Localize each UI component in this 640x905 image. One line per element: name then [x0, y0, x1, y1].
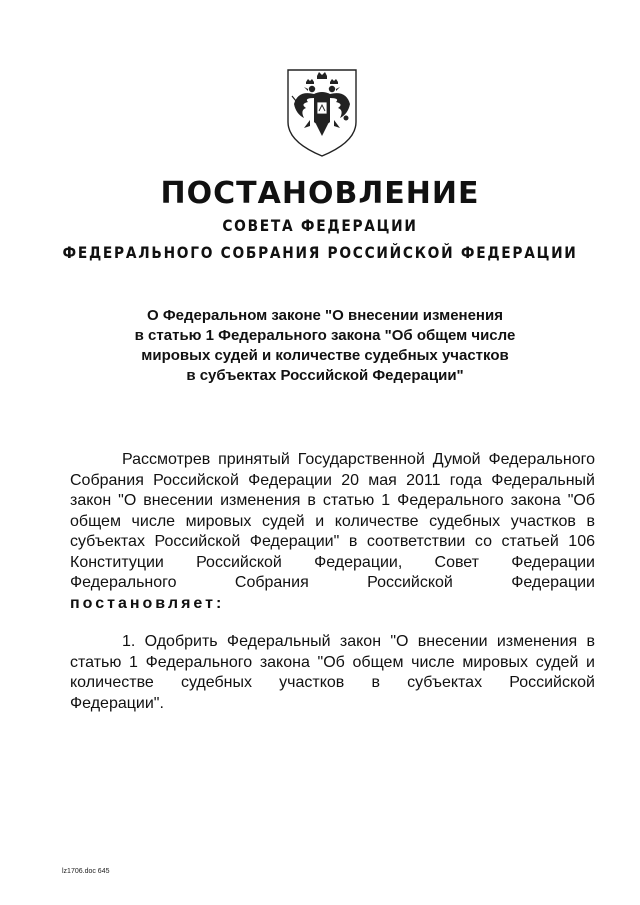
paragraph-line: субъектах Российской Федерации" в соответствии со статьей 106 — [70, 533, 595, 550]
paragraph-line: закон "О внесении изменения в статью 1 Федерального закона "Об — [70, 492, 595, 509]
preamble-paragraph — [70, 450, 595, 614]
paragraph-line: Рассмотрев принятый Государственной Думой Федерального — [122, 451, 595, 468]
subject-line: О Федеральном законе "О внесении изменения — [147, 307, 503, 324]
document-title: ПОСТАНОВЛЕНИЕ — [160, 176, 480, 211]
russian-coat-of-arms-icon — [284, 66, 360, 158]
paragraph-line: общем числе мировых судей и количестве судебных участков в — [70, 512, 595, 530]
issuing-body-line-2: ФЕДЕРАЛЬНОГО СОБРАНИЯ РОССИЙСКОЙ ФЕДЕРАЦИИ — [62, 243, 578, 262]
paragraph-line: Конституции Российской Федерации, Совет Федерации — [70, 553, 595, 571]
document-file-code: lz1706.doc 645 — [62, 868, 110, 875]
resolution-item-1 — [70, 632, 595, 714]
subject-line: в статью 1 Федерального закона "Об общем числе — [134, 327, 516, 344]
issuing-body-line-1: СОВЕТА ФЕДЕРАЦИИ — [222, 216, 418, 235]
paragraph-line: статью 1 Федерального закона "Об общем числе мировых судей и — [70, 653, 595, 671]
paragraph-line: Собрания Российской Федерации 20 мая 2011 года Федеральный — [70, 471, 595, 489]
document-subject — [120, 306, 530, 386]
subject-line: мировых судей и количестве судебных участков — [141, 347, 509, 364]
resolves-keyword: постановляет: — [70, 594, 225, 612]
paragraph-line: количестве судебных участков в субъектах Российской — [70, 674, 595, 691]
subject-line: в субъектах Российской Федерации" — [186, 367, 464, 384]
paragraph-line: Федерации". — [70, 694, 164, 712]
paragraph-line: Федерального Собрания Российской Федерации — [70, 574, 595, 591]
paragraph-line: 1. Одобрить Федеральный закон "О внесении изменения в — [122, 633, 595, 650]
